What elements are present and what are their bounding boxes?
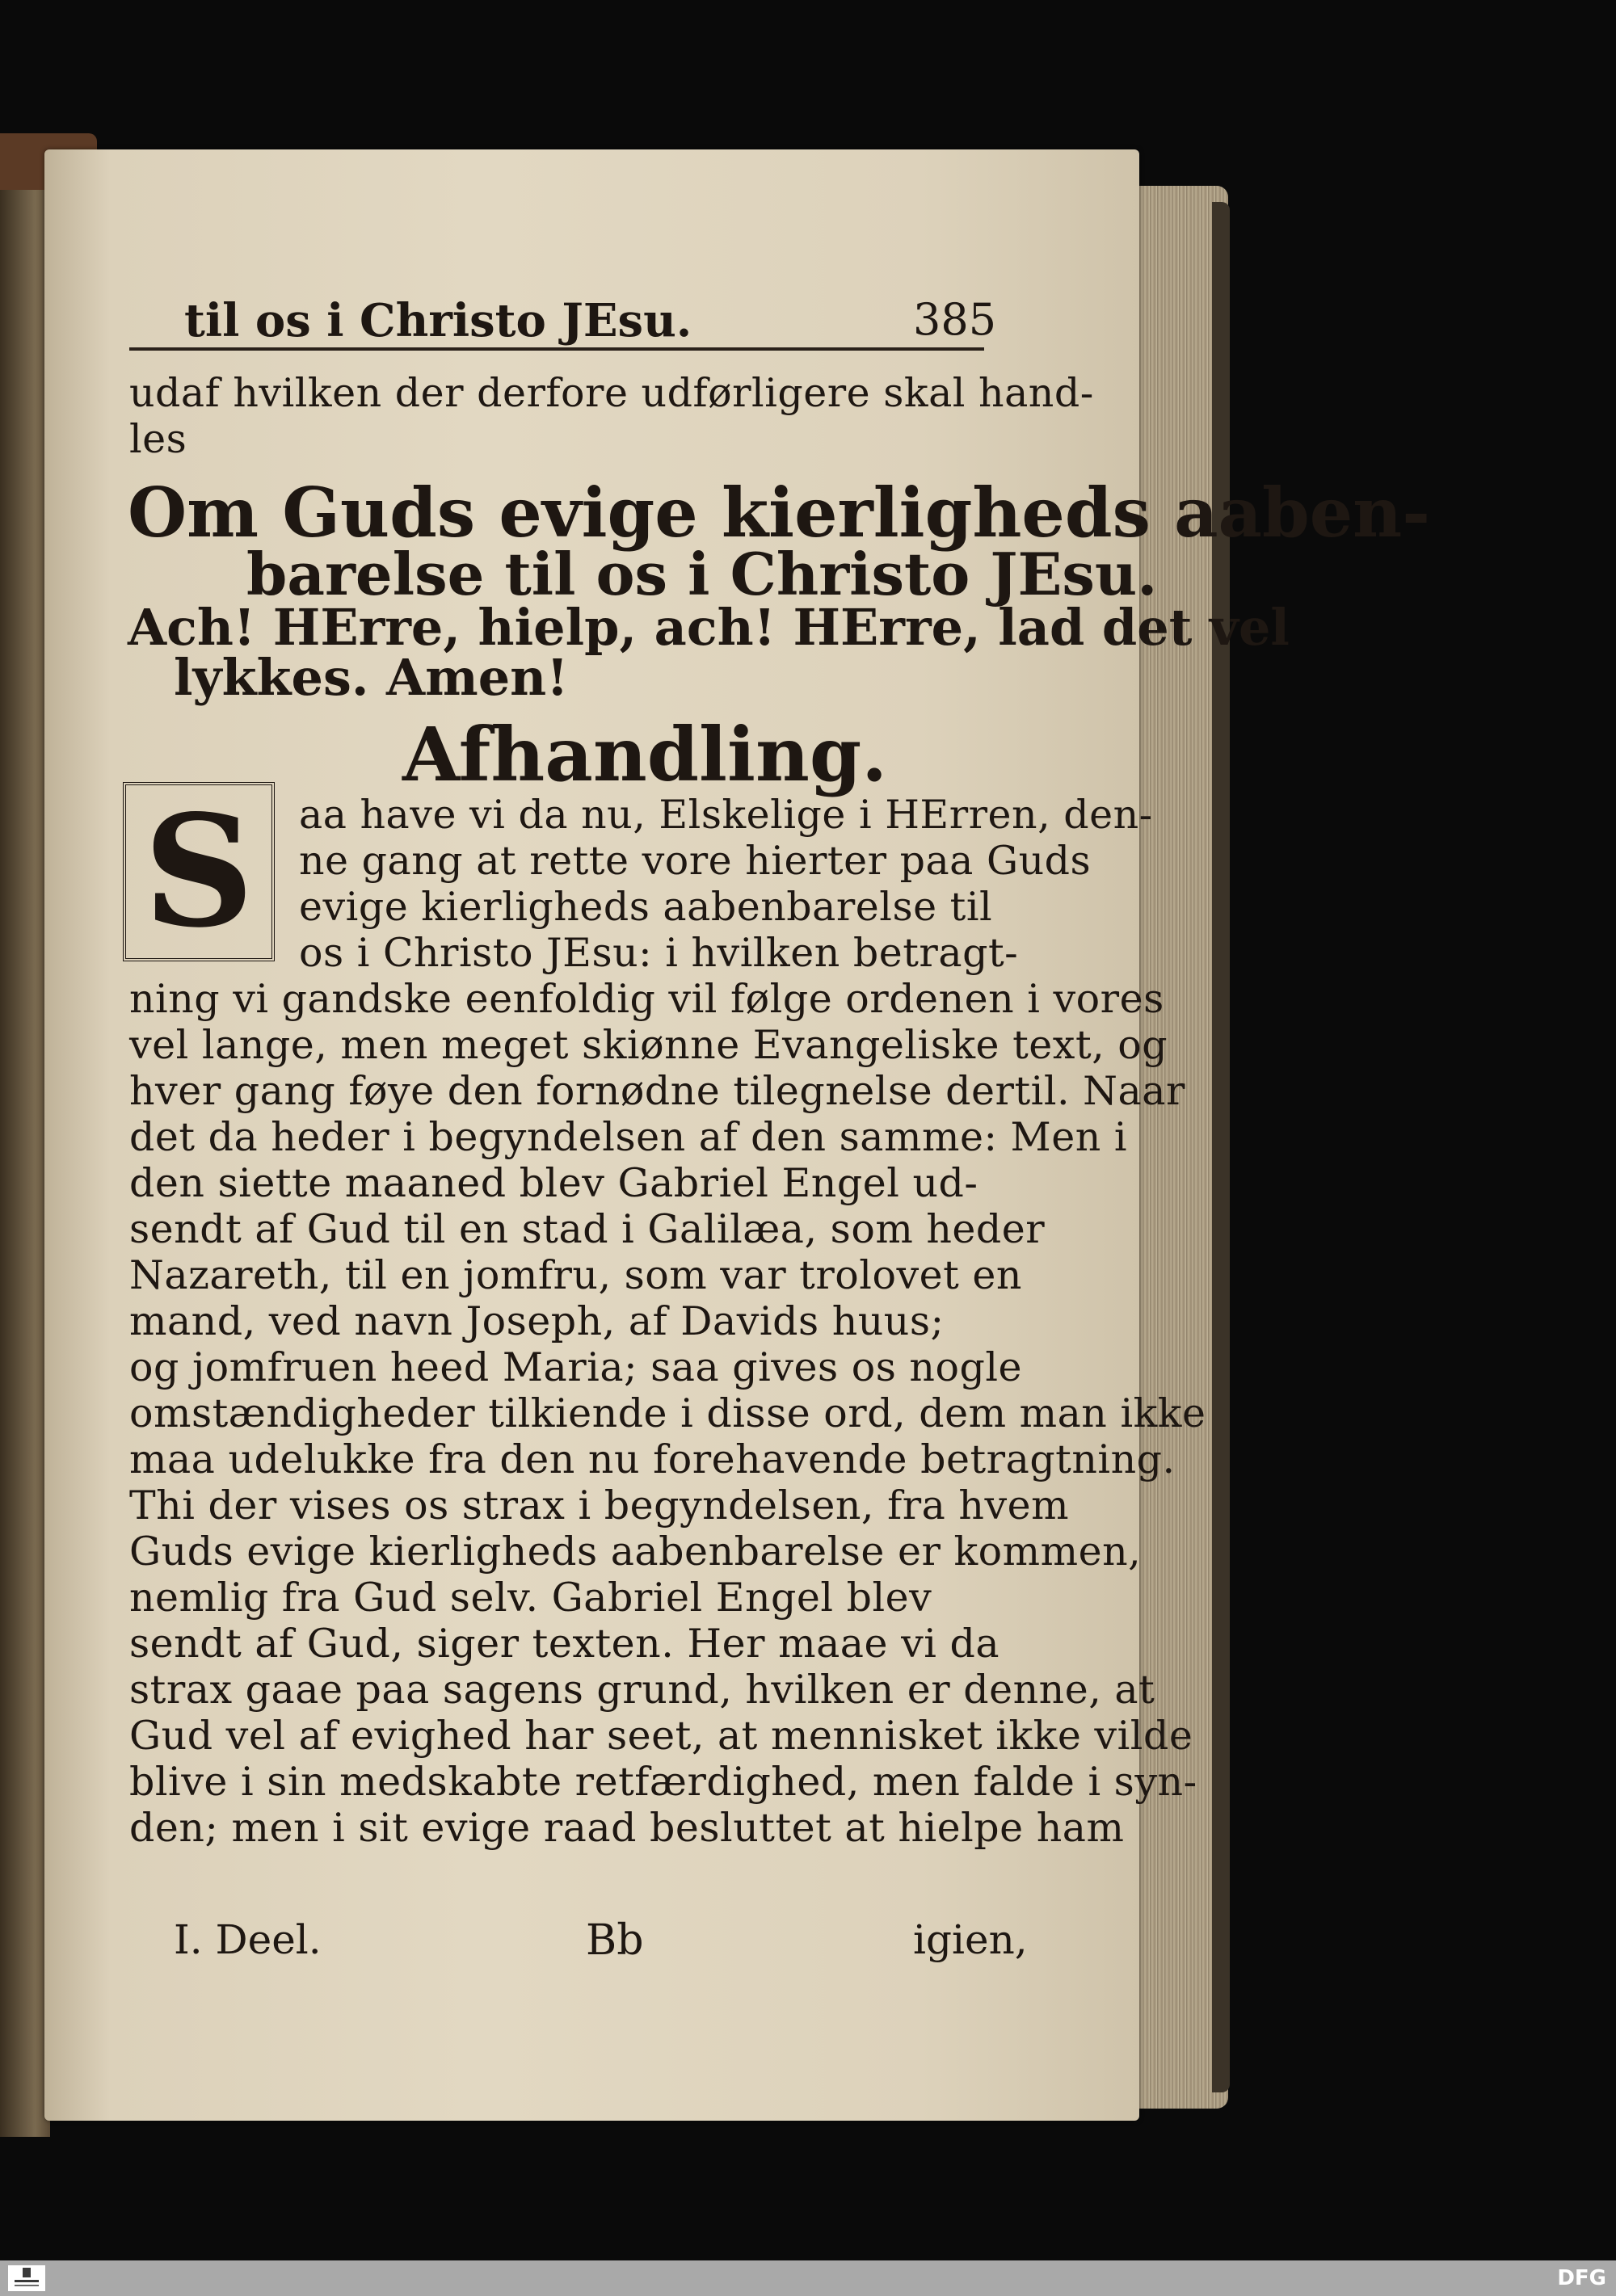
text-line: nemlig fra Gud selv. Gabriel Engel blev — [129, 1575, 932, 1621]
left-page-edge — [0, 133, 50, 2137]
library-logo-icon[interactable] — [8, 2265, 45, 2291]
section-heading: Afhandling. — [402, 711, 888, 798]
text-line: les — [129, 416, 187, 462]
dfg-credit: DFG — [1557, 2266, 1606, 2290]
text-line: vel lange, men meget skiønne Evangeliske text, og — [129, 1022, 1168, 1068]
title-line-1: Om Guds evige kierligheds aaben- — [128, 473, 1431, 553]
text-line: omstændigheder tilkiende i disse ord, dem man ikke — [129, 1390, 1206, 1436]
text-line: sendt af Gud, siger texten. Her maae vi da — [129, 1621, 1000, 1667]
text-line: Gud vel af evighed har seet, at mennisket ikke vilde — [129, 1713, 1193, 1759]
viewer-bottom-bar — [0, 2260, 1616, 2296]
decorative-initial: S — [123, 782, 275, 961]
title-line-2: barelse til os i Christo JEsu. — [246, 540, 1158, 608]
text-line: den siette maaned blev Gabriel Engel ud- — [129, 1160, 978, 1206]
footer-signature: I. Deel. — [174, 1916, 322, 1963]
text-line: udaf hvilken der derfore udførligere skal hand- — [129, 370, 1094, 416]
prayer-line-2: lykkes. Amen! — [174, 648, 569, 707]
text-line: maa udelukke fra den nu forehavende betragtning. — [129, 1436, 1176, 1482]
text-line: aa have vi da nu, Elskelige i HErren, den- — [299, 792, 1153, 838]
text-line: hver gang føye den fornødne tilegnelse dertil. Naar — [129, 1068, 1185, 1114]
footer-catchword: igien, — [913, 1916, 1028, 1963]
text-line: og jomfruen heed Maria; saa gives os nogle — [129, 1344, 1023, 1390]
footer-sheet-mark: Bb — [586, 1916, 644, 1965]
running-head: til os i Christo JEsu. — [184, 294, 692, 347]
page-number: 385 — [913, 294, 997, 345]
text-line: Guds evige kierligheds aabenbarelse er kommen, — [129, 1529, 1142, 1575]
text-line: mand, ved navn Joseph, af Davids huus; — [129, 1298, 945, 1344]
text-line: Thi der vises os strax i begyndelsen, fra hvem — [129, 1482, 1070, 1529]
text-line: ne gang at rette vore hierter paa Guds — [299, 838, 1092, 884]
text-line: det da heder i begyndelsen af den samme: Men i — [129, 1114, 1128, 1160]
text-line: blive i sin medskabte retfærdighed, men falde i syn- — [129, 1759, 1197, 1805]
text-line: Nazareth, til en jomfru, som var trolovet en — [129, 1252, 1022, 1298]
text-line: sendt af Gud til en stad i Galilæa, som heder — [129, 1206, 1046, 1252]
prayer-line-1: Ach! HErre, hielp, ach! HErre, lad det vel — [128, 598, 1290, 657]
text-line: strax gaae paa sagens grund, hvilken er denne, at — [129, 1667, 1155, 1713]
text-line: evige kierligheds aabenbarelse til — [299, 884, 993, 930]
header-rule — [129, 347, 984, 351]
text-line: den; men i sit evige raad besluttet at hielpe ham — [129, 1805, 1125, 1851]
text-line: os i Christo JEsu: i hvilken betragt- — [299, 930, 1019, 976]
text-line: ning vi gandske eenfoldig vil følge ordenen i vores — [129, 976, 1164, 1022]
